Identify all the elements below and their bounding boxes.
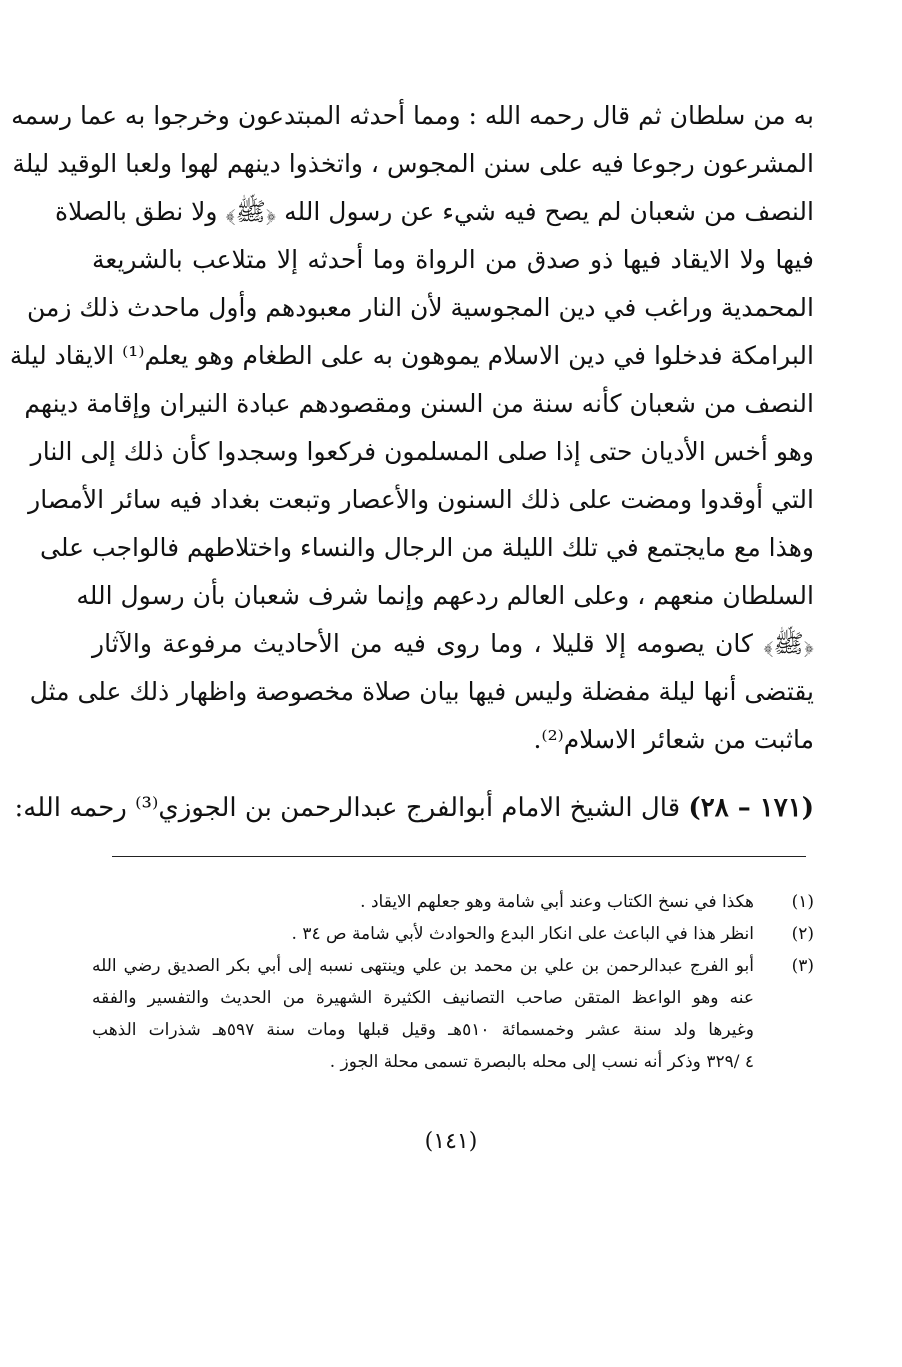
text-line: وهذا مع مايجتمع في تلك الليلة من الرجال والنساء واختلاطهم فالواجب على bbox=[40, 533, 814, 562]
footnote-line: عنه وهو الواعظ المتقن صاحب التصانيف الكثيرة الشهيرة من الحديث والتفسير والفقه bbox=[92, 988, 754, 1008]
footnotes bbox=[92, 886, 814, 1078]
footnote-body bbox=[92, 950, 754, 1078]
footnote-3 bbox=[92, 950, 814, 1078]
section-number: (١٧١ – ٢٨) bbox=[688, 793, 814, 823]
footnote-body bbox=[92, 886, 754, 918]
footnote-line: هكذا في نسخ الكتاب وعند أبي شامة وهو جعلهم الايقاد . bbox=[360, 892, 754, 912]
text-line: يقتضى أنها ليلة مفضلة وليس فيها بيان صلاة مخصوصة واظهار ذلك على مثل bbox=[29, 677, 814, 706]
text-line: به من سلطان ثم قال رحمه الله : ومما أحدثه المبتدعون وخرجوا به عما رسمه bbox=[11, 101, 814, 130]
footnote-line: انظر هذا في الباعث على انكار البدع والحوادث لأبي شامة ص ٣٤ . bbox=[291, 924, 754, 944]
text-line: السلطان منعهم ، وعلى العالم ردعهم وإنما شرف شعبان بأن رسول الله bbox=[76, 581, 814, 610]
text-line: النصف من شعبان لم يصح فيه شيء عن رسول الله ﴿ﷺ﴾ ولا نطق بالصلاة bbox=[55, 197, 814, 226]
text-line: ماثبت من شعائر الاسلام⁽²⁾. bbox=[533, 725, 814, 754]
section-heading-text: قال الشيخ الامام أبوالفرج عبدالرحمن بن الجوزي⁽³⁾ رحمه الله: bbox=[14, 793, 681, 823]
footnote-body bbox=[92, 918, 754, 950]
footnote-number: (٢) bbox=[791, 924, 814, 944]
text-line: المحمدية وراغب في دين المجوسية لأن النار معبودهم وأول ماحدث ذلك زمن bbox=[26, 293, 814, 322]
footnote-number: (٣) bbox=[791, 956, 814, 976]
text-line: ﴿ﷺ﴾ كان يصومه إلا قليلا ، وما روى فيه من الأحاديث مرفوعة والآثار bbox=[92, 629, 814, 658]
text-line: وهو أخس الأديان حتى إذا صلى المسلمون فركعوا وسجدوا كأن ذلك إلى النار bbox=[30, 437, 814, 466]
text-line: البرامكة فدخلوا في دين الاسلام يموهون به على الطغام وهو يعلم⁽¹⁾ الايقاد ليلة bbox=[9, 341, 814, 370]
main-text-block bbox=[9, 92, 814, 812]
footnote-line: ٤ /٣٢٩ وذكر أنه نسب إلى محله بالبصرة تسمى محلة الجوز . bbox=[329, 1052, 754, 1072]
text-line: التي أوقدوا ومضت على ذلك السنون والأعصار وتبعت بغداد فيه سائر الأمصار bbox=[28, 485, 814, 514]
text-line: فيها ولا الايقاد فيها ذو صدق من الرواة وما أحدثه إلا متلاعب بالشريعة bbox=[92, 245, 814, 274]
footnote-line: أبو الفرج عبدالرحمن بن علي بن محمد بن علي وينتهى نسبه إلى أبي بكر الصديق رضي الله bbox=[92, 956, 754, 976]
footnote-divider bbox=[112, 856, 806, 857]
footnote-line: وغيرها ولد سنة عشر وخمسمائة ٥١٠هـ وقيل قبلها ومات سنة ٥٩٧هـ شذرات الذهب bbox=[92, 1020, 754, 1040]
footnote-number: (١) bbox=[791, 892, 814, 912]
page-number: (١٤١) bbox=[424, 1129, 478, 1154]
footnote-2 bbox=[92, 918, 814, 950]
text-line: المشرعون رجوعا فيه على سنن المجوس ، واتخذوا دينهم لهوا ولعبا الوقيد ليلة bbox=[12, 149, 814, 178]
footnote-1 bbox=[92, 886, 814, 918]
section-heading bbox=[14, 784, 814, 832]
text-line: النصف من شعبان كأنه سنة من السنن ومقصودهم عبادة النيران وإقامة دينهم bbox=[24, 389, 814, 418]
